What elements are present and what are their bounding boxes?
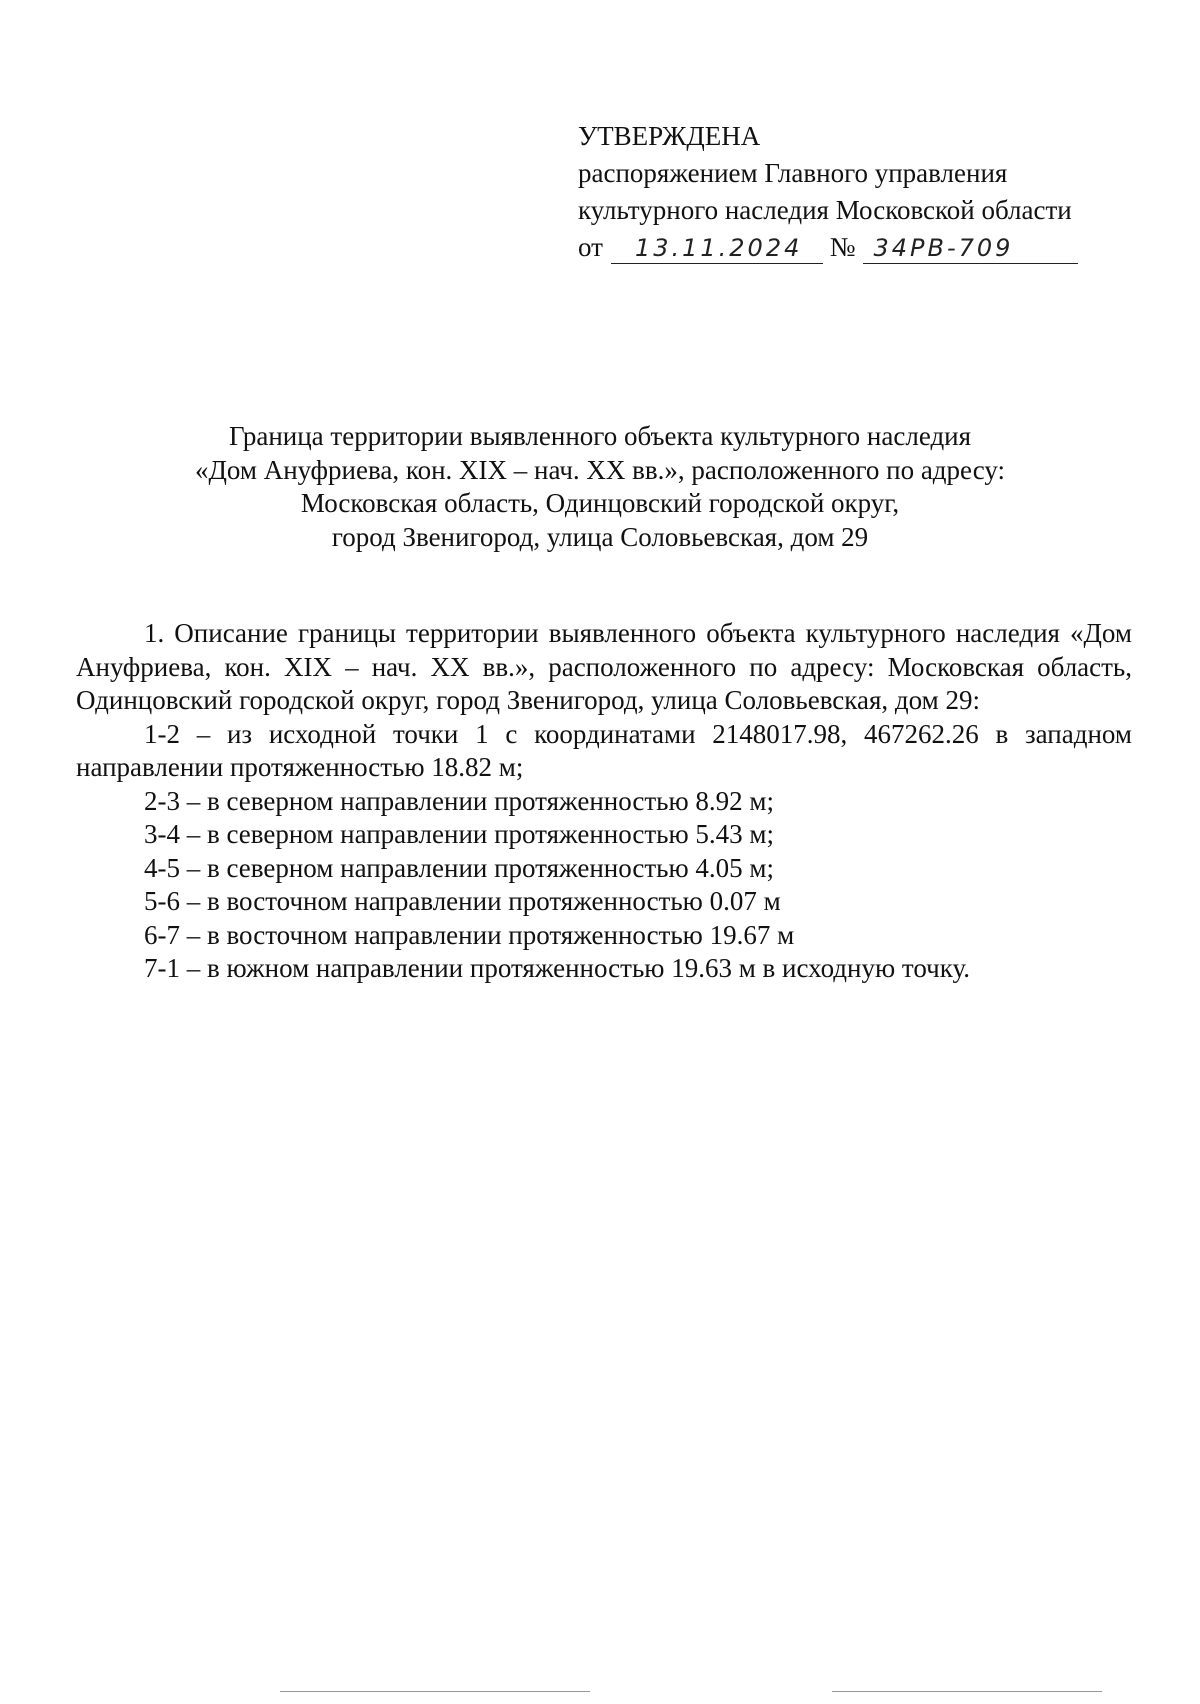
approval-date-number-line xyxy=(578,229,1078,266)
number-prefix: № xyxy=(829,232,856,262)
approval-line-1: распоряжением Главного управления xyxy=(578,158,1008,188)
handwritten-number: 34РВ-709 xyxy=(873,234,1014,262)
title-line-1: Граница территории выявленного объекта культурного наследия xyxy=(228,421,972,451)
title-line-4: город Звенигород, улица Соловьевская, дом 29 xyxy=(331,521,869,552)
approval-line-2: культурного наследия Московской области xyxy=(578,195,1072,225)
date-field xyxy=(611,232,823,264)
number-field xyxy=(863,232,1078,264)
handwritten-date: 13.11.2024 xyxy=(634,234,803,262)
title-line-3: Московская область, Одинцовский городской округ, xyxy=(300,488,900,518)
boundary-segment-4-5: 4-5 – в северном направлении протяженностью 4.05 м; xyxy=(144,852,775,883)
boundary-segment-6-7: 6-7 – в восточном направлении протяженностью 19.67 м xyxy=(144,919,795,950)
scan-edge-line xyxy=(280,1691,590,1692)
boundary-segment-2-3: 2-3 – в северном направлении протяженностью 8.92 м; xyxy=(144,785,775,816)
boundary-segment-1-2: 1-2 – из исходной точки 1 с координатами 2148017.98, 467262.26 в западном направлении протяженностью 18.82 м; xyxy=(76,718,1132,782)
boundary-segment-5-6: 5-6 – в восточном направлении протяженностью 0.07 м xyxy=(144,886,781,916)
boundary-segment-7-1: 7-1 – в южном направлении протяженностью 19.63 м в исходную точку. xyxy=(144,953,971,983)
title-line-2: «Дом Ануфриева, кон. XIX – нач. XX вв.», расположенного по адресу: xyxy=(195,454,1005,485)
approval-stamp-block xyxy=(578,118,1078,266)
boundary-description xyxy=(76,617,1132,986)
document-title xyxy=(0,420,1200,554)
description-intro: 1. Описание границы территории выявленного объекта культурного наследия «Дом Ануфриева, кон. XIX – нач. XX вв.», расположенного по адресу: Московская область, Одинцовский городской округ, город Звенигород, улица Соловьевская, дом 29: xyxy=(76,618,1132,715)
boundary-segment-3-4: 3-4 – в северном направлении протяженностью 5.43 м; xyxy=(144,819,775,849)
date-prefix: от xyxy=(578,232,603,262)
scan-edge-line xyxy=(832,1691,1102,1692)
approval-heading: УТВЕРЖДЕНА xyxy=(578,121,761,151)
